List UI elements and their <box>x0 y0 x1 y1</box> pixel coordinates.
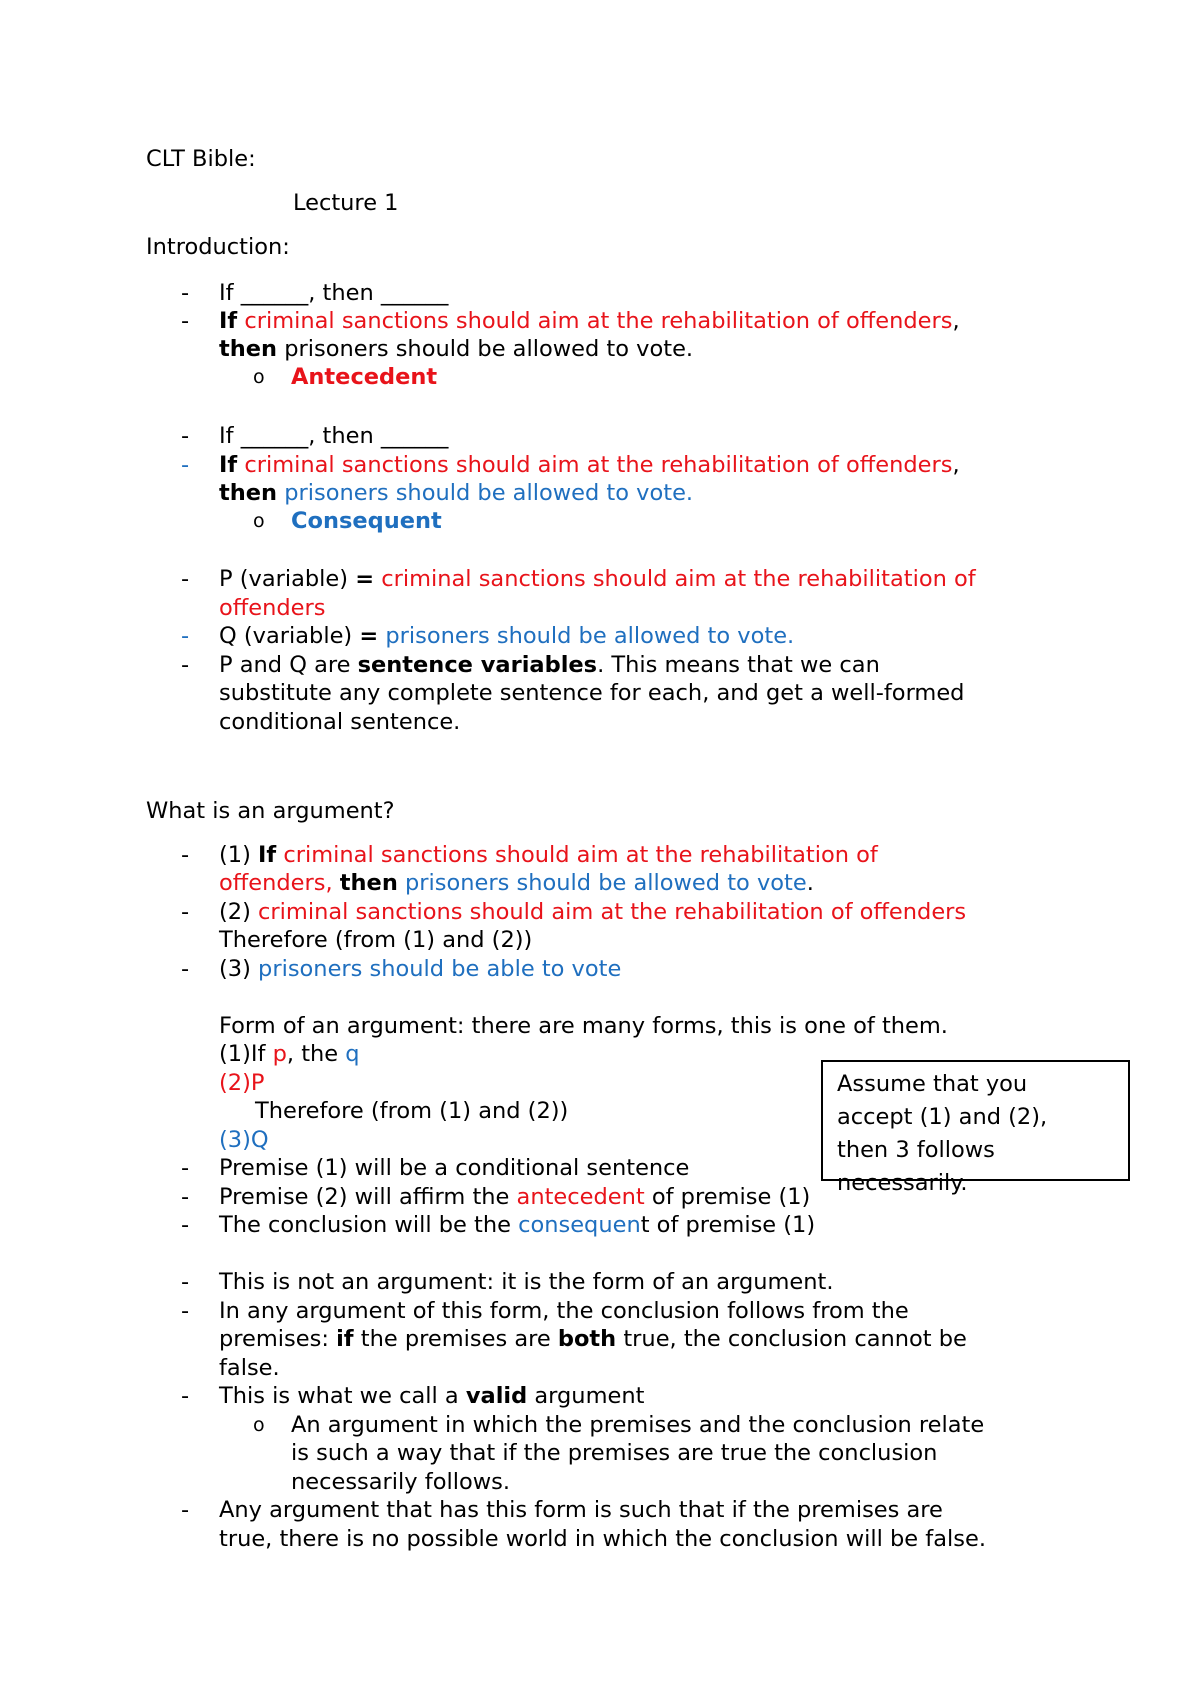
premise-1-line-2: offenders, then prisoners should be allowed to vote. <box>219 870 814 896</box>
bullet-dash: - <box>181 1383 190 1409</box>
callout-line: then 3 follows <box>837 1137 995 1163</box>
antecedent-text: criminal sanctions should aim at the rehabilitation of offenders <box>237 452 953 478</box>
antecedent-text: criminal sanctions should aim at the rehabilitation of offenders <box>237 308 953 334</box>
sub-bullet: o <box>253 366 265 388</box>
bullet-dash: - <box>181 1298 190 1324</box>
possible-world-line: Any argument that has this form is such that if the premises are <box>219 1497 943 1523</box>
introduction-heading: Introduction: <box>146 234 290 260</box>
bullet-dash: - <box>181 452 190 478</box>
p-variable-line: P (variable) = criminal sanctions should aim at the rehabilitation of <box>219 566 976 592</box>
sentence-variables-line-2: substitute any complete sentence for each, and get a well-formed <box>219 680 965 706</box>
bullet-dash: - <box>181 623 190 649</box>
blank-conditional-line: If ______, then ______ <box>219 280 449 306</box>
possible-world-line-2: true, there is no possible world in which the conclusion will be false. <box>219 1526 986 1552</box>
validity-line-1: This is not an argument: it is the form of an argument. <box>219 1269 834 1295</box>
callout-line: necessarily. <box>837 1170 968 1196</box>
sub-bullet: o <box>253 1414 265 1436</box>
bullet-dash: - <box>181 566 190 592</box>
validity-line-2c: false. <box>219 1355 280 1381</box>
validity-line-2: In any argument of this form, the conclusion follows from the <box>219 1298 909 1324</box>
bullet-dash: - <box>181 423 190 449</box>
sentence-variables-line: P and Q are sentence variables. This means that we can <box>219 652 880 678</box>
bullet-dash: - <box>181 956 190 982</box>
lecture-heading: Lecture 1 <box>293 190 399 216</box>
q-variable-line: Q (variable) = prisoners should be allowed to vote. <box>219 623 795 649</box>
valid-sub-line-3: necessarily follows. <box>291 1469 511 1495</box>
bullet-dash: - <box>181 652 190 678</box>
bullet-dash: - <box>181 1184 190 1210</box>
p-variable-line-2: offenders <box>219 595 326 621</box>
conditional-example-line-2: then prisoners should be allowed to vote. <box>219 480 694 506</box>
argument-heading: What is an argument? <box>146 798 395 824</box>
document-title: CLT Bible: <box>146 146 256 172</box>
sub-bullet: o <box>253 510 265 532</box>
bullet-dash: - <box>181 308 190 334</box>
bullet-dash: - <box>181 1155 190 1181</box>
valid-sub-line-1: An argument in which the premises and the conclusion relate <box>291 1412 985 1438</box>
valid-sub-line-2: is such a way that if the premises are true the conclusion <box>291 1440 938 1466</box>
bullet-dash: - <box>181 1212 190 1238</box>
form-premise-2: (2)P <box>219 1070 265 1096</box>
consequent-label: Consequent <box>291 508 442 534</box>
conditional-example-line-2: then prisoners should be allowed to vote. <box>219 336 694 362</box>
antecedent-label: Antecedent <box>291 364 438 390</box>
bullet-dash: - <box>181 280 190 306</box>
sentence-variables-line-3: conditional sentence. <box>219 709 461 735</box>
form-conclusion: (3)Q <box>219 1127 269 1153</box>
consequent-text: prisoners should be allowed to vote. <box>277 480 694 506</box>
bullet-dash: - <box>181 1269 190 1295</box>
bullet-dash: - <box>181 1497 190 1523</box>
bullet-dash: - <box>181 842 190 868</box>
valid-definition-line: This is what we call a valid argument <box>219 1383 645 1409</box>
conclusion-description: The conclusion will be the consequent of premise (1) <box>219 1212 816 1238</box>
premise-1-line: (1) If criminal sanctions should aim at the rehabilitation of <box>219 842 878 868</box>
premise-1-description: Premise (1) will be a conditional sentence <box>219 1155 690 1181</box>
conditional-example-line: If criminal sanctions should aim at the rehabilitation of offenders, <box>219 452 960 478</box>
premise-2-description: Premise (2) will affirm the antecedent of premise (1) <box>219 1184 811 1210</box>
conclusion-line: (3) prisoners should be able to vote <box>219 956 622 982</box>
premise-2-line: (2) criminal sanctions should aim at the rehabilitation of offenders <box>219 899 967 925</box>
form-intro: Form of an argument: there are many forms, this is one of them. <box>219 1013 948 1039</box>
form-therefore: Therefore (from (1) and (2)) <box>255 1098 569 1124</box>
callout-line: accept (1) and (2), <box>837 1104 1048 1130</box>
callout-line: Assume that you <box>837 1071 1028 1097</box>
form-premise-1: (1)If p, the q <box>219 1041 360 1067</box>
callout-box <box>821 1060 1130 1196</box>
bullet-dash: - <box>181 899 190 925</box>
validity-line-2b: premises: if the premises are both true, the conclusion cannot be <box>219 1326 967 1352</box>
conditional-example-line: If criminal sanctions should aim at the rehabilitation of offenders, <box>219 308 960 334</box>
blank-conditional-line: If ______, then ______ <box>219 423 449 449</box>
therefore-line: Therefore (from (1) and (2)) <box>219 927 533 953</box>
